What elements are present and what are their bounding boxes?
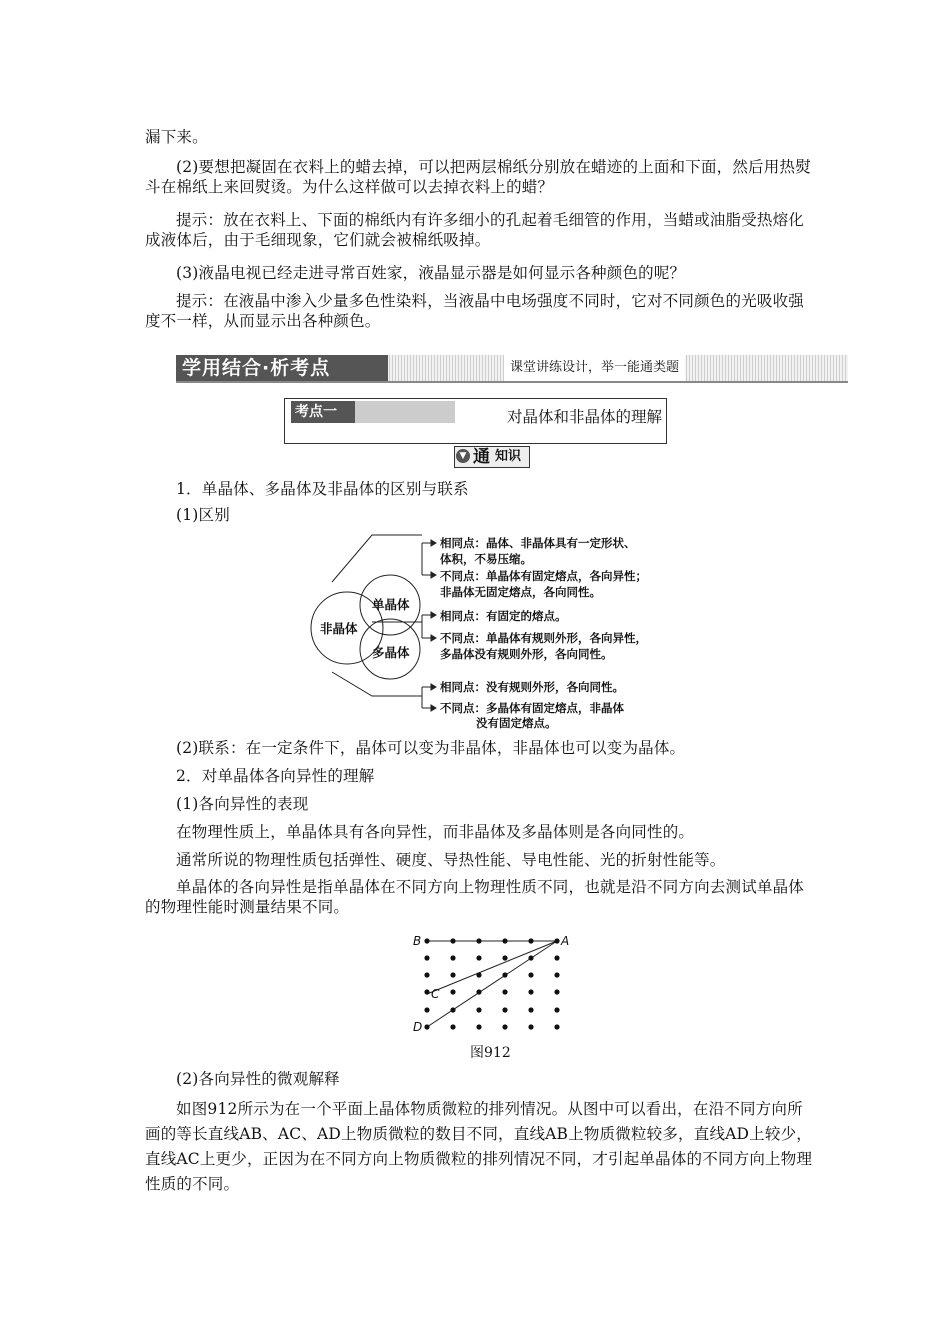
paragraph: 在物理性质上，单晶体具有各向异性，而非晶体及多晶体则是各向同性的。 <box>176 823 695 841</box>
lattice-dot <box>502 972 507 977</box>
paragraph: (3)液晶电视已经走进寻常百姓家，液晶显示器是如何显示各种颜色的呢？ <box>176 264 686 282</box>
lattice-dot <box>528 1024 533 1029</box>
paragraph: 漏下来。 <box>145 128 208 146</box>
paragraph: 如图912所示为在一个平面上晶体物质微粒的排列情况。从图中可以看出，在沿不同方向所画的等长直线AB、AC、AD上物质微粒的数目不同，直线AB上物质微粒较多，直线AD上较少，直线AC上更少，正因为在不同方向上物质微粒的排列情况不同，才引起单晶体的不同方向上物理性质的不同。 <box>145 1100 813 1193</box>
tongzhishi-label: ▼ 通 知识 <box>454 446 530 468</box>
note-text: 相同点：没有规则外形，各向同性。 <box>440 680 624 694</box>
lattice-dot <box>502 1007 507 1012</box>
lattice-dot <box>424 972 429 977</box>
lattice-dot <box>528 989 533 994</box>
lattice-dot <box>476 972 481 977</box>
lattice-dot <box>528 955 533 960</box>
lattice-dot <box>502 938 507 943</box>
lattice-dot <box>554 1007 559 1012</box>
point-label-a: A <box>561 934 570 948</box>
banner-title: 学用结合·析考点 <box>176 355 388 381</box>
lattice-dot <box>554 938 559 943</box>
kaodian-title: 对晶体和非晶体的理解 <box>507 408 663 426</box>
section-heading: 1．单晶体、多晶体及非晶体的区别与联系 <box>176 480 469 498</box>
venn-diagram <box>300 525 700 730</box>
lattice-dot <box>424 938 429 943</box>
paragraph: 提示：在液晶中渗入少量多色性染料，当液晶中电场强度不同时，它对不同颜色的光吸收强度不一样，从而显示出各种颜色。 <box>145 292 805 330</box>
figure-caption: 图912 <box>470 1045 511 1061</box>
lattice-dot <box>424 1024 429 1029</box>
lattice-dot <box>476 1024 481 1029</box>
lattice-dot <box>502 1024 507 1029</box>
paragraph: 提示：放在衣料上、下面的棉纸内有许多细小的孔起着毛细管的作用，当蜡或油脂受热熔化成液体后，由于毛细现象，它们就会被棉纸吸掉。 <box>145 211 805 249</box>
venn-label-single: 单晶体 <box>372 597 410 612</box>
lattice-dot <box>554 972 559 977</box>
lattice-dot <box>528 938 533 943</box>
lattice-dot <box>476 955 481 960</box>
point-label-b: B <box>413 934 422 948</box>
note-text: 非晶体无固定熔点，各向同性。 <box>440 585 601 599</box>
paragraph: (2)联系：在一定条件下，晶体可以变为非晶体，非晶体也可以变为晶体。 <box>176 739 686 757</box>
lattice-dot <box>554 989 559 994</box>
note-text: 多晶体没有规则外形，各向同性。 <box>440 647 613 661</box>
lattice-dot <box>450 989 455 994</box>
note-text: 不同点：单晶体有规则外形，各向异性， <box>440 631 647 645</box>
note-text: 不同点：多晶体有固定熔点，非晶体 <box>440 701 624 715</box>
point-label-c: C <box>431 987 440 1001</box>
kaodian-box <box>284 398 667 444</box>
lattice-dot <box>554 1024 559 1029</box>
lattice-dot <box>424 955 429 960</box>
lattice-dot <box>450 972 455 977</box>
lattice-dot <box>450 1007 455 1012</box>
paragraph: 通常所说的物理性质包括弹性、硬度、导热性能、导电性能、光的折射性能等。 <box>176 851 726 869</box>
section-banner <box>176 355 848 383</box>
venn-label-poly: 多晶体 <box>372 645 410 660</box>
subheading: (1)各向异性的表现 <box>176 795 309 813</box>
lattice-dot <box>424 1007 429 1012</box>
lattice-dot <box>502 989 507 994</box>
lattice-dot <box>424 989 429 994</box>
lattice-dot <box>476 1007 481 1012</box>
arrow-down-icon: ▼ <box>456 449 470 463</box>
subheading: (1)区别 <box>176 506 230 524</box>
note-text: 体积，不易压缩。 <box>440 552 532 566</box>
lattice-dot <box>502 955 507 960</box>
note-text: 相同点：晶体、非晶体具有一定形状、 <box>440 536 636 550</box>
section-heading: 2．对单晶体各向异性的理解 <box>176 767 375 785</box>
venn-label-amorphous: 非晶体 <box>320 621 358 636</box>
point-label-d: D <box>413 1020 423 1034</box>
note-text: 不同点：单晶体有固定熔点，各向异性； <box>440 569 647 583</box>
banner-subtitle: 课堂讲练设计，举一能通类题 <box>504 355 685 381</box>
lattice-figure <box>405 930 585 1035</box>
paragraph: (2)要想把凝固在衣料上的蜡去掉，可以把两层棉纸分别放在蜡迹的上面和下面，然后用热熨斗在棉纸上来回熨烫。为什么这样做可以去掉衣料上的蜡？ <box>145 158 811 196</box>
lattice-dot <box>450 938 455 943</box>
note-text: 没有固定熔点。 <box>476 716 557 730</box>
lattice-dot <box>476 989 481 994</box>
lattice-dot <box>450 955 455 960</box>
paragraph: 单晶体的各向异性是指单晶体在不同方向上物理性质不同，也就是沿不同方向去测试单晶体的物理性能时测量结果不同。 <box>145 878 805 916</box>
lattice-dot <box>528 972 533 977</box>
note-text: 相同点：有固定的熔点。 <box>440 609 567 623</box>
lattice-dot <box>476 938 481 943</box>
lattice-dot <box>450 1024 455 1029</box>
kaodian-tag: 考点一 <box>291 401 455 423</box>
lattice-dot <box>528 1007 533 1012</box>
lattice-dot <box>554 955 559 960</box>
subheading: (2)各向异性的微观解释 <box>176 1070 340 1088</box>
